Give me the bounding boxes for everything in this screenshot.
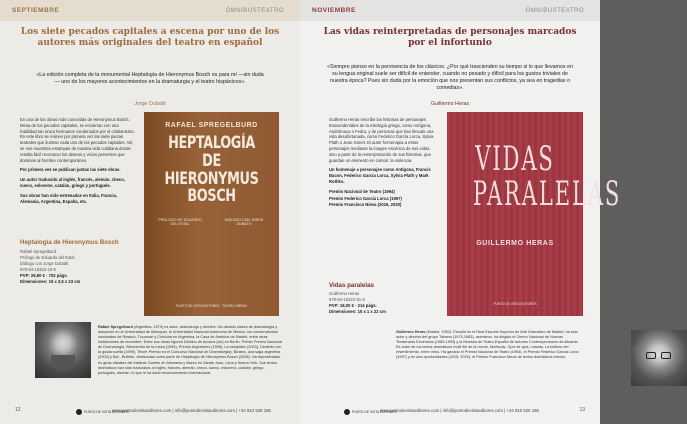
left-cover-publisher-logo: PUNTO DE VISTA EDITORES · TEATRO OBRAS (176, 304, 247, 308)
right-bio-text: (Madrid, 1952). Estudió en la Real Escuela Superior de Arte Dramático de Madrid, ha sido actor y director del grupo Tábano (1973-1983), asimismo, ha dirigido el Centro Nacional de Nuevas Tendencias Escénicas (1983-1993) y la Muestra de Teatro Español de Autores Contemporáneos de Alicante. Es autor de los textos dramáticos Inútil fiel de la noche, Muñecas, Ojos de ojos, Lanzas, La belleza del resentimiento, entre otros. Ha ganado el Premio Nacional de Teatro (1994), el Premio Federico García Lorca (1997) y en dos oportunidades (2015, 2020), el Premio Francisco Nieva de textos dramáticos breves. (396, 330, 579, 360)
glasses-left-lens (646, 352, 656, 359)
left-cover-dialogue: DIÁLOGO CON JORGE DUBATTI (224, 218, 264, 227)
left-page-title: Los siete pecados capitales a escena por uno de los autores más originales del teatro en español (20, 27, 280, 49)
publisher-logo-icon (344, 409, 350, 415)
left-cover-title: HEPTALOGÍA DE HIERONYMUS BOSCH (164, 133, 259, 206)
right-page-number: 13 (579, 407, 585, 413)
left-page (0, 0, 300, 424)
left-meta-dialogue: Diálogo con Jorge Dubatti (20, 261, 69, 267)
right-book-title: Vidas paralelas (329, 282, 374, 289)
left-highlight-3: Sus obras han sido estrenadas en Italia, Francia, Alemania, Argentina, España, etc. (20, 192, 118, 204)
left-month: SEPTIEMBRE (12, 7, 60, 14)
right-author-bio (396, 330, 582, 360)
right-description (329, 117, 439, 212)
glasses-right-lens (661, 352, 671, 359)
left-quote: «La edición completa de la monumental Heptalogía de Hieronymus Bosch es para mí —sin duda— uno de los mayores acontecimientos en la dramaturgia y el teatro hispánicos». (36, 72, 264, 86)
left-cover-prologue: PRÓLOGO DE EDUARDO DEL ESTAL (158, 218, 202, 227)
left-book-cover (144, 112, 279, 316)
right-quote-author: Guillermo Heras (430, 101, 470, 107)
left-meta-isbn: 978-84-18322-10-5 (20, 267, 56, 273)
left-cover-author: RAFAEL SPREGELBURD (165, 122, 258, 129)
right-month-bar (300, 0, 600, 21)
beard-shape (51, 355, 75, 371)
left-meta-author: Rafael Spregelburd (20, 249, 57, 254)
right-book-meta (329, 291, 439, 315)
right-meta-dimensions: Dimensiones: 15 x 1 x 22 cm (329, 309, 386, 315)
right-bio-name: Guillermo Heras (396, 330, 426, 334)
right-highlight-1: Un homenaje a personajes como Antígona, Francis Bacon, Federico García Lorca, Sylvia Plath y Mark Rothko. (329, 167, 431, 184)
left-meta-dimensions: Dimensiones: 15 x 3,5 x 23 cm (20, 279, 81, 285)
left-footer-logo-text: PUNTO DE VISTA EDITORES (84, 409, 129, 414)
right-prize-3: Premio Francisco Nieva (2015, 2020) (329, 202, 402, 208)
left-book-title: Heptalogía de Hieronymus Bosch (20, 239, 119, 246)
right-cover-author: GUILLERMO HERAS (476, 240, 554, 247)
left-highlight-1: Por primera vez se publican juntas las siete obras. (20, 167, 121, 173)
right-month: NOVIEMBRE (312, 7, 356, 14)
left-highlight-2: Un autor traducido al inglés, francés, alemán, checo, sueco, esloveno, catalán, griego y portugués. (20, 177, 125, 188)
right-prize-1: Premio Nacional de Teatro (1994) (329, 188, 395, 194)
left-footer-contact: www.puntodevistaeditores.com | info@puntodevistaeditores.com | +34 910 526 186 (112, 408, 271, 413)
left-series-label: ÓMNIBUSTEATRO (225, 7, 284, 14)
left-author-bio (98, 325, 283, 376)
left-meta-price: PVP: 29,90 € · 702 págs. (20, 273, 68, 279)
publisher-logo-icon (76, 409, 82, 415)
right-meta-isbn: 978-84-18322-91-0 (329, 297, 365, 303)
right-cover-publisher-logo: PUNTO DE VISTA EDITORES (493, 302, 537, 306)
left-bio-name: Rafael Spregelburd (98, 325, 133, 329)
right-quote: «Siempre pienso en la pervivencia de los clásicos. ¿Por qué trascienden su tiempo si lo que llevamos en su lengua original suele ser difícil de entender, cuando no pesado y difícil para los gustos triviales de nuestra época? Pues sin duda por la emoción que nos presentan sus conflictos, ya sea en tragedias o comedias». (327, 64, 573, 92)
left-description (20, 117, 135, 208)
left-page-number: 12 (15, 407, 21, 413)
right-page-title: Las vidas reinterpretadas de personajes marcados por el infortunio (323, 27, 577, 49)
right-meta-price: PVP: 18,00 € · 214 págs. (329, 303, 377, 309)
left-description-paragraph: En una de las obras más conocidas de Hieronymus Bosch, Mesa de los pecados capitales, se encierran con una habilidad tan única hermanos condenados por el cristianismo. En este libro se reúnen por primera vez las siete piezas teatrales que ilustran cada uno de los pecados capitales. Así, se nos muestran estampas de nuestra vida cotidiana donde resulta fácil reconocer los deseos y vicios perversos que dominan al hombre contemporáneo. (20, 117, 135, 163)
right-series-label: ÓMNIBUSTEATRO (525, 7, 584, 14)
left-quote-author: Jorge Dubatti (134, 101, 166, 107)
right-footer-contact: www.puntodevistaeditores.com | info@puntodevistaeditores.com | +34 910 526 186 (380, 408, 539, 413)
right-prize-2: Premio Federico García Lorca (1997) (329, 195, 402, 201)
right-footer-logo-text: PUNTO DE VISTA EDITORES (352, 409, 397, 414)
right-meta-author: Guillermo Heras (329, 291, 360, 296)
left-bio-text: (Argentina, 1970) es actor, dramaturgo y director. Ha dictado clases de dramaturgia y actuación en la Universidad de Antioquia, la Universidad Nacional Autónoma de México, los conservatorios nacionales de Rosario, Tucumán y Córdoba en Argentina, la Casa de América de Madrid, entre otras instituciones de renombre. Entre sus obras figuran Destino de Acosos (sic) en Berlin. Primer Premio Nacional de Dramaturgia, Bienvenido de la mesa (1994), Premio Argentores (1995), La estupidez (2003), Desierto con la grada suelta (1999), Tercer Premio en el Concurso Nacional de Dramaturgia), Bizarra, una saga argentina (2003) y Bal - Bulletin, destinadas como parte de Heptalogía de Hieronymus Bosch (2008). Ha representado en giras oficiales del Instituto Goethe en Alemania y Marzo en Zárate Juan, Lima y Nueva York. Sus textos dramáticos han sido traducidos al inglés, francés, alemán, checo, sueco, esloveno, catalán, griego, portugués, alemán, lo que le ha dado reconocimiento internacional. (98, 325, 282, 375)
right-cover-title: VIDAS PARALELAS (472, 139, 622, 214)
right-author-photo (631, 330, 687, 386)
left-book-meta (20, 249, 135, 286)
right-description-paragraph: Guillermo Heras rescribe las historias de personajes trascendentales de la mitología griega, como Antígona, Andrómaca o Fedra, y de personas que han llevado una vida desafortunada, como Federico García Lorca, Sylvia Plath o Jean Genet. El autor homenajea a estos personajes mediante la imagen escénica de sus vidas, sino a partir de la reinterpretación de sus historias, que guardan un elemento en común: la violencia. (329, 117, 434, 163)
left-month-bar (0, 0, 300, 21)
left-author-photo (35, 322, 91, 378)
left-meta-prologue: Prólogo de Eduardo del Estal (20, 255, 75, 261)
right-book-cover (447, 112, 622, 316)
